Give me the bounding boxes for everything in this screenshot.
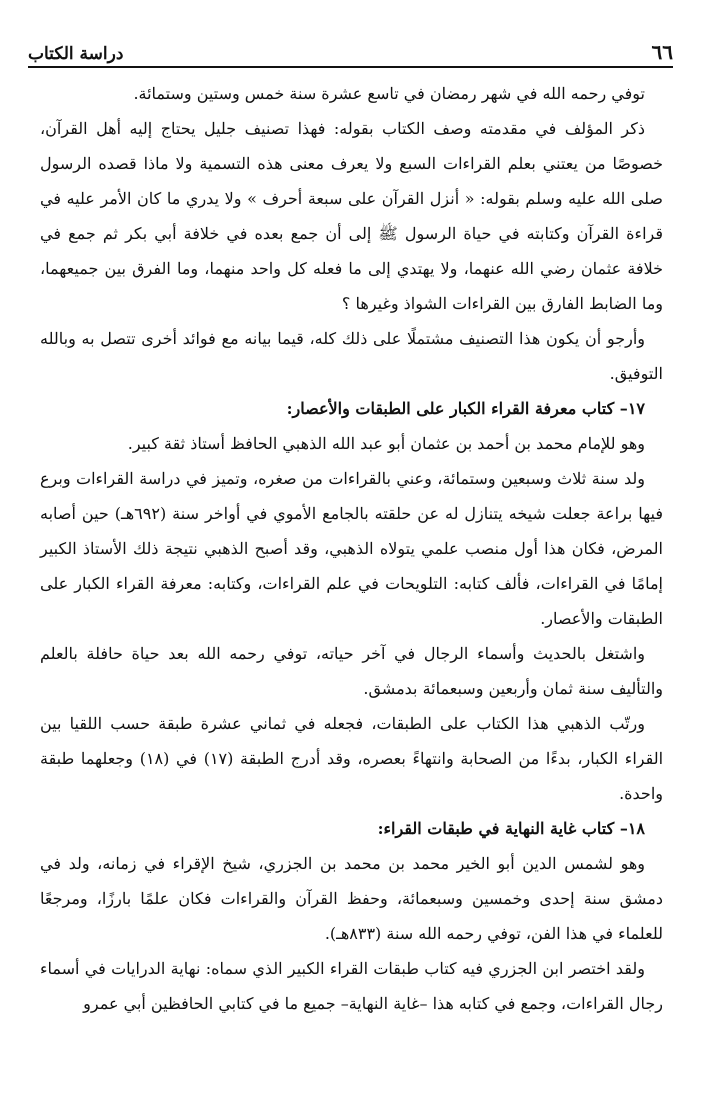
paragraph: وهو للإمام محمد بن أحمد بن عثمان أبو عبد الله الذهبي الحافظ أستاذ ثقة كبير. — [127, 434, 645, 453]
paragraph: ولقد اختصر ابن الجزري فيه كتاب طبقات القراء الكبير الذي سماه: نهاية الدرايات في أسماء رجال القراءات، وجمع في كتابه هذا –غاية النهاية– جميع ما في كتابي الحافظين أبي عمرو — [40, 959, 663, 1013]
paragraph: ولد سنة ثلاث وسبعين وستمائة، وعني بالقراءات من صغره، وتميز في دراسة القراءات وبرع فيها براعة جعلت شيخه يتنازل له عن حلقته بالجامع الأموي في أواخر سنة (٦٩٢هـ) حين أصابه المرض، فكان هذا أول منصب علمي يتولاه الذهبي، وقد أصبح الذهبي نتيجة ذلك الأستاذ الكبير إمامًا في القراءات، فألف كتابه: التلويحات في علم القراءات، وكتابه: معرفة القراء الكبار على الطبقات والأعصار. — [40, 469, 664, 628]
paragraph: واشتغل بالحديث وأسماء الرجال في آخر حياته، توفي رحمه الله بعد حياة حافلة بالعلم والتأليف سنة ثمان وأربعين وسبعمائة بدمشق. — [40, 644, 663, 698]
paragraph: ورتّب الذهبي هذا الكتاب على الطبقات، فجعله في ثماني عشرة طبقة حسب اللقيا بين القراء الكبار، بدءًا من الصحابة وانتهاءً بعصره، وقد أدرج الطبقة (١٧) في (١٨) وجعلهما طبقة واحدة. — [40, 714, 664, 803]
page-header — [28, 38, 673, 64]
paragraph: وأرجو أن يكون هذا التصنيف مشتملًا على ذلك كله، قيما بيانه مع فوائد أخرى تتصل به وبالله التوفيق. — [40, 329, 663, 383]
paragraph: توفي رحمه الله في شهر رمضان في تاسع عشرة سنة خمس وستين وستمائة. — [133, 84, 645, 103]
paragraph: ذكر المؤلف في مقدمته وصف الكتاب بقوله: فهذا تصنيف جليل يحتاج إليه أهل القرآن، خصوصًا من يعتني بعلم القراءات السبع ولا يعرف معنى هذه التسمية ولا ماذا قصده الرسول صلى الله عليه وسلم بقوله: « أنزل القرآن على سبعة أحرف » ولا يدري ما كان الأمر عليه في قراءة القرآن وكتابته في حياة الرسول ﷺ إلى أن جمع بعده في خلافة أبي بكر ثم جمع في خلافة عثمان رضي الله عنهما، ولا يهتدي إلى ما فعله كل واحد منهما، وما الفرق بين جميعهما، وما الضابط الفارق بين القراءات الشواذ وغيرها ؟ — [40, 119, 663, 313]
paragraph: وهو لشمس الدين أبو الخير محمد بن محمد بن الجزري، شيخ الإقراء في زمانه، ولد في دمشق سنة إحدى وخمسين وسبعمائة، وحفظ القرآن والقراءات فكان علمًا بارزًا، ومرجعًا للعلماء في هذا الفن، توفي رحمه الله سنة (٨٣٣هـ). — [40, 854, 663, 943]
running-title: دراسة الكتاب — [28, 44, 124, 64]
section-heading: ١٨– كتاب غاية النهاية في طبقات القراء: — [377, 819, 645, 838]
page-number: ٦٦ — [651, 40, 673, 64]
page-body — [40, 76, 663, 1021]
header-rule — [28, 66, 673, 68]
section-heading: ١٧– كتاب معرفة القراء الكبار على الطبقات والأعصار: — [286, 399, 645, 418]
